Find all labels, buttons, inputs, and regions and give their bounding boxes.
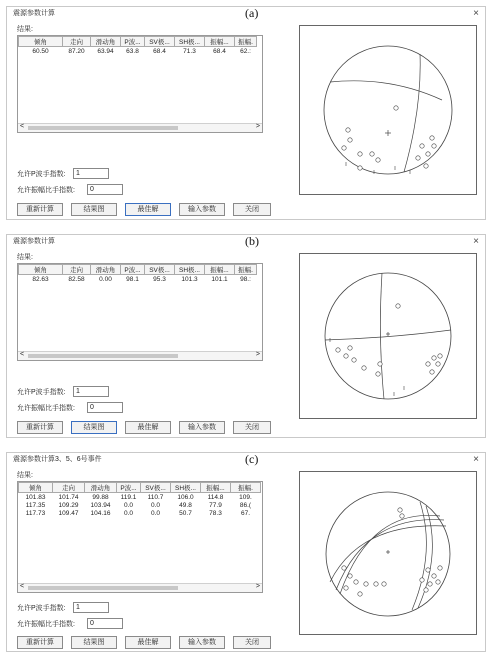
p-wave-label: 允许P波手指数:	[17, 171, 66, 178]
col-header[interactable]: 滑动角	[91, 265, 121, 275]
col-header[interactable]: SV极...	[145, 265, 175, 275]
recalculate-button[interactable]: 重新计算	[17, 421, 63, 434]
col-header[interactable]: 滑动角	[85, 483, 117, 493]
scroll-left-icon[interactable]: <	[20, 351, 25, 358]
table-cell: 0.0	[150, 501, 161, 509]
table-cell: 110.7	[147, 493, 164, 501]
table-cell: 50.7	[179, 509, 192, 517]
col-header[interactable]: 走向	[63, 37, 91, 47]
close-icon[interactable]: ×	[473, 8, 479, 19]
scroll-left-icon[interactable]: <	[20, 123, 25, 130]
close-button[interactable]: 关闭	[233, 203, 271, 216]
col-header[interactable]: 倾角	[19, 265, 63, 275]
table-cell: 95.3	[153, 275, 166, 283]
table-cell: 0.0	[123, 501, 134, 509]
nodal-plane-2	[404, 54, 420, 172]
close-button[interactable]: 关闭	[233, 636, 271, 649]
title-bar	[7, 235, 485, 249]
stereonet-plot	[299, 253, 477, 419]
table-cell: 49.8	[179, 501, 192, 509]
title-bar	[7, 7, 485, 21]
col-header[interactable]: 倾角	[19, 37, 63, 47]
table-cell: 98.1	[126, 275, 139, 283]
col-header[interactable]: 走向	[53, 483, 85, 493]
amplitude-ratio-label: 允许振幅比手指数:	[17, 405, 75, 412]
col-header[interactable]: 振幅...	[205, 37, 235, 47]
close-icon[interactable]: ×	[473, 236, 479, 247]
result-plot-button[interactable]: 结果图	[71, 421, 117, 434]
title-bar	[7, 453, 485, 467]
nodal-plane-1	[330, 81, 442, 100]
scroll-right-icon[interactable]: >	[255, 583, 260, 590]
table-cell: 63.94	[97, 47, 114, 55]
nodal-plane-5	[418, 506, 432, 608]
table-cell: 0.0	[150, 509, 161, 517]
table-cell: 78.3	[209, 509, 222, 517]
beachball-diagram	[300, 26, 476, 194]
results-table	[18, 264, 257, 283]
table-cell: 98.:	[240, 275, 251, 283]
col-header[interactable]: 振幅...	[201, 483, 231, 493]
scroll-right-icon[interactable]: >	[255, 123, 260, 130]
results-table-frame[interactable]	[17, 263, 263, 361]
table-cell: 109.47	[58, 509, 79, 517]
best-solution-button[interactable]: 最佳解	[125, 636, 171, 649]
input-params-button[interactable]: 输入参数	[179, 421, 225, 434]
p-wave-label: 允许P波手指数:	[17, 389, 66, 396]
table-row[interactable]	[19, 275, 257, 284]
table-cell: 62.:	[240, 47, 251, 55]
window-title: 震源参数计算	[13, 238, 55, 245]
table-cell: 117.35	[25, 501, 46, 509]
amplitude-ratio-input[interactable]: 0	[87, 618, 123, 629]
table-cell: 68.4	[213, 47, 226, 55]
input-params-button[interactable]: 输入参数	[179, 636, 225, 649]
table-cell: 119.1	[120, 493, 137, 501]
close-icon[interactable]: ×	[473, 454, 479, 465]
beachball-diagram	[300, 472, 476, 634]
beachball-diagram	[300, 254, 476, 418]
station-points	[336, 304, 442, 376]
table-cell: 60.50	[32, 47, 49, 55]
col-header[interactable]: 振幅.	[231, 483, 261, 493]
result-plot-button[interactable]: 结果图	[71, 203, 117, 216]
table-cell: 77.9	[209, 501, 222, 509]
table-row[interactable]	[19, 47, 257, 56]
net-circle	[324, 46, 452, 174]
stereonet-plot	[299, 471, 477, 635]
best-solution-button[interactable]: 最佳解	[125, 203, 171, 216]
col-header[interactable]: 振幅...	[205, 265, 235, 275]
col-header[interactable]: P波...	[121, 265, 145, 275]
nodal-plane-4	[412, 502, 426, 610]
amplitude-ratio-input[interactable]: 0	[87, 402, 123, 413]
stereonet-plot	[299, 25, 477, 195]
recalculate-button[interactable]: 重新计算	[17, 203, 63, 216]
p-wave-label: 允许P波手指数:	[17, 605, 66, 612]
p-wave-input[interactable]: 1	[73, 386, 109, 397]
p-wave-input[interactable]: 1	[73, 602, 109, 613]
horizontal-scrollbar[interactable]	[18, 123, 262, 132]
table-cell: 71.3	[183, 47, 196, 55]
col-header[interactable]: P波...	[121, 37, 145, 47]
table-cell: 82.63	[32, 275, 49, 283]
table-cell: 101.1	[211, 275, 228, 283]
window-title: 震源参数计算	[13, 10, 55, 17]
results-label: 结果:	[17, 26, 33, 33]
station-points	[342, 106, 436, 170]
col-header[interactable]: 振幅.	[235, 37, 257, 47]
table-cell: 104.16	[90, 509, 111, 517]
table-cell: 103.94	[90, 501, 111, 509]
amplitude-ratio-label: 允许振幅比手指数:	[17, 187, 75, 194]
panel-label: (b)	[245, 234, 259, 248]
col-header[interactable]: SV极...	[141, 483, 171, 493]
best-solution-button[interactable]: 最佳解	[125, 421, 171, 434]
results-table	[18, 482, 261, 517]
col-header[interactable]: 滑动角	[91, 37, 121, 47]
table-header	[19, 37, 257, 47]
col-header[interactable]: SH极...	[171, 483, 201, 493]
scroll-thumb[interactable]	[28, 126, 178, 130]
table-cell: 109.29	[58, 501, 79, 509]
window-title: 震源参数计算3、5、6号事件	[13, 456, 102, 463]
table-cell: 87.20	[68, 47, 85, 55]
horizontal-scrollbar[interactable]	[18, 583, 262, 592]
dialog-c	[6, 452, 486, 652]
table-cell: 0.00	[99, 275, 112, 283]
results-table-frame[interactable]	[17, 35, 263, 133]
station-ticks	[330, 338, 404, 396]
dialog-b	[6, 234, 486, 438]
result-plot-button[interactable]: 结果图	[71, 636, 117, 649]
col-header[interactable]: 振幅.	[235, 265, 257, 275]
table-cell: 117.73	[25, 509, 46, 517]
horizontal-scrollbar[interactable]	[18, 351, 262, 360]
results-table-frame[interactable]	[17, 481, 263, 593]
table-cell: 114.8	[207, 493, 224, 501]
table-cell: 68.4	[153, 47, 166, 55]
col-header[interactable]: 走向	[63, 265, 91, 275]
results-table	[18, 36, 257, 55]
table-header	[19, 483, 261, 493]
results-label: 结果:	[17, 472, 33, 479]
scroll-right-icon[interactable]: >	[255, 351, 260, 358]
table-cell: 86.(	[239, 501, 252, 509]
table-cell: 99.88	[92, 493, 109, 501]
table-cell: 106.0	[177, 493, 194, 501]
amplitude-ratio-label: 允许振幅比手指数:	[17, 621, 75, 628]
station-ticks	[346, 162, 410, 174]
amplitude-ratio-input[interactable]: 0	[87, 184, 123, 195]
dialog-a	[6, 6, 486, 220]
table-cell: 82.58	[68, 275, 85, 283]
table-cell: 67.	[240, 509, 251, 517]
table-cell: 101.3	[181, 275, 198, 283]
col-header[interactable]: 倾角	[19, 483, 53, 493]
col-header[interactable]: SV极...	[145, 37, 175, 47]
scroll-left-icon[interactable]: <	[20, 583, 25, 590]
table-cell: 101.74	[58, 493, 79, 501]
table-row[interactable]	[19, 509, 261, 517]
p-wave-input[interactable]: 1	[73, 168, 109, 179]
table-cell: 109.	[239, 493, 252, 501]
scroll-thumb[interactable]	[28, 354, 178, 358]
table-header	[19, 265, 257, 275]
close-button[interactable]: 关闭	[233, 421, 271, 434]
table-row[interactable]	[19, 501, 261, 509]
col-header[interactable]: P波...	[117, 483, 141, 493]
table-cell: 63.8	[126, 47, 139, 55]
table-row[interactable]	[19, 493, 261, 502]
scroll-thumb[interactable]	[28, 586, 178, 590]
results-label: 结果:	[17, 254, 33, 261]
table-cell: 101.83	[25, 493, 46, 501]
panel-label: (a)	[245, 6, 259, 20]
nodal-plane-2	[380, 273, 384, 399]
col-header[interactable]: SH极...	[175, 265, 205, 275]
col-header[interactable]: SH极...	[175, 37, 205, 47]
input-params-button[interactable]: 输入参数	[179, 203, 225, 216]
recalculate-button[interactable]: 重新计算	[17, 636, 63, 649]
table-cell: 0.0	[123, 509, 134, 517]
panel-label: (c)	[245, 452, 259, 466]
